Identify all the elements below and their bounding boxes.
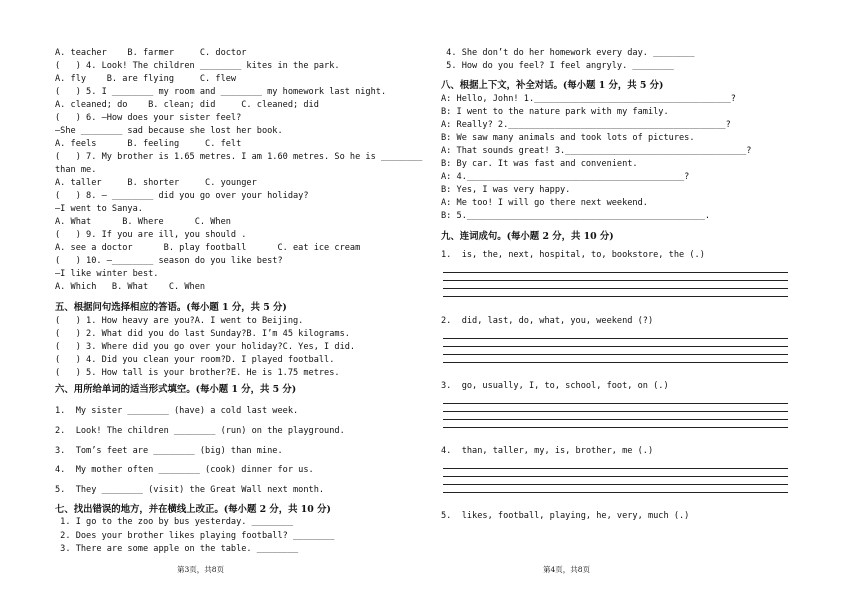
mc-question-line: ( ) 6. —How does your sister feel? <box>55 113 242 123</box>
matching-line: ( ) 2. What did you do last Sunday?B. I’m 45 kilograms. <box>55 329 350 339</box>
mc-question-line: A. feels B. feeling C. felt <box>55 139 242 149</box>
answer-rule <box>443 354 788 355</box>
sentence-item: 4. than, taller, my, is, brother, me (.) <box>441 446 654 456</box>
matching-line: ( ) 4. Did you clean your room?D. I played football. <box>55 355 335 365</box>
matching-line: ( ) 3. Where did you go over your holiday?C. Yes, I did. <box>55 342 356 352</box>
fill-in-line: 2. Look! The children ________ (run) on the playground. <box>55 426 345 436</box>
sentence-item: 1. is, the, next, hospital, to, bookstore, the (.) <box>441 250 705 260</box>
dialogue-line: A: Hello, John! 1.______________________________________? <box>441 94 736 104</box>
answer-rule <box>443 362 788 363</box>
mc-question-line: A. taller B. shorter C. younger <box>55 178 257 188</box>
mc-question-line: A. What B. Where C. When <box>55 217 231 227</box>
mc-question-line: ( ) 10. —________ season do you like best? <box>55 256 283 266</box>
mc-question-line: than me. <box>55 165 97 175</box>
mc-question-line: A. see a doctor B. play football C. eat ice cream <box>55 243 361 253</box>
answer-rule <box>443 338 788 339</box>
matching-line: ( ) 1. How heavy are you?A. I went to Beijing. <box>55 316 304 326</box>
dialogue-line: B: We saw many animals and took lots of pictures. <box>441 133 695 143</box>
mc-question-line: ( ) 8. — ________ did you go over your holiday? <box>55 191 309 201</box>
error-correction-line: 5. How do you feel? I feel angryly. ________ <box>441 61 674 71</box>
mc-question-line: —I like winter best. <box>55 269 159 279</box>
mc-question-line: ( ) 9. If you are ill, you should . <box>55 230 247 240</box>
error-correction-line: 1. I go to the zoo by bus yesterday. ________ <box>55 517 293 527</box>
dialogue-line: B: 5.______________________________________________. <box>441 211 711 221</box>
section-5-title: 五、根据问句选择相应的答语。(每小题 1 分，共 5 分) <box>55 302 287 313</box>
dialogue-line: A: Really? 2.__________________________________________? <box>441 120 731 130</box>
dialogue-line: A: 4.__________________________________________? <box>441 172 690 182</box>
section-6-title: 六、用所给单词的适当形式填空。(每小题 1 分，共 5 分) <box>55 384 297 395</box>
answer-rule <box>443 484 788 485</box>
mc-question-line: ( ) 4. Look! The children ________ kites in the park. <box>55 61 340 71</box>
mc-question-line: —She ________ sad because she lost her book. <box>55 126 283 136</box>
section-9-title: 九、连词成句。(每小题 2 分，共 10 分) <box>441 231 614 242</box>
fill-in-line: 5. They ________ (visit) the Great Wall next month. <box>55 485 325 495</box>
answer-rule <box>443 346 788 347</box>
answer-rule <box>443 427 788 428</box>
answer-rule <box>443 272 788 273</box>
dialogue-line: B: I went to the nature park with my family. <box>441 107 669 117</box>
answer-rule <box>443 288 788 289</box>
fill-in-line: 3. Tom’s feet are ________ (big) than mine. <box>55 446 283 456</box>
sentence-item: 3. go, usually, I, to, school, foot, on (.) <box>441 381 669 391</box>
dialogue-line: A: That sounds great! 3.___________________________________? <box>441 146 752 156</box>
section-7-title: 七、找出错误的地方，并在横线上改正。(每小题 2 分，共 10 分) <box>55 504 331 515</box>
page-number: 第4页，共8页 <box>543 565 591 574</box>
mc-question-line: —I went to Sanya. <box>55 204 143 214</box>
matching-line: ( ) 5. How tall is your brother?E. He is 1.75 metres. <box>55 368 340 378</box>
error-correction-line: 2. Does your brother likes playing football? ________ <box>55 531 335 541</box>
section-8-title: 八、根据上下文，补全对话。(每小题 1 分，共 5 分) <box>441 80 664 91</box>
dialogue-line: A: Me too! I will go there next weekend. <box>441 198 648 208</box>
mc-question-line: A. teacher B. farmer C. doctor <box>55 48 247 58</box>
answer-rule <box>443 419 788 420</box>
answer-rule <box>443 476 788 477</box>
dialogue-line: B: By car. It was fast and convenient. <box>441 159 638 169</box>
fill-in-line: 1. My sister ________ (have) a cold last week. <box>55 406 299 416</box>
fill-in-line: 4. My mother often ________ (cook) dinner for us. <box>55 465 314 475</box>
mc-question-line: A. fly B. are flying C. flew <box>55 74 237 84</box>
answer-rule <box>443 468 788 469</box>
answer-rule <box>443 492 788 493</box>
mc-question-line: ( ) 7. My brother is 1.65 metres. I am 1.60 metres. So he is ________ <box>55 152 423 162</box>
answer-rule <box>443 296 788 297</box>
answer-rule <box>443 403 788 404</box>
mc-question-line: A. Which B. What C. When <box>55 282 206 292</box>
answer-rule <box>443 411 788 412</box>
mc-question-line: ( ) 5. I ________ my room and ________ my homework last night. <box>55 87 387 97</box>
mc-question-line: A. cleaned; do B. clean; did C. cleaned; did <box>55 100 319 110</box>
sentence-item: 5. likes, football, playing, he, very, much (.) <box>441 511 690 521</box>
sentence-item: 2. did, last, do, what, you, weekend (?) <box>441 316 654 326</box>
error-correction-line: 4. She don’t do her homework every day. ________ <box>441 48 695 58</box>
dialogue-line: B: Yes, I was very happy. <box>441 185 571 195</box>
answer-rule <box>443 280 788 281</box>
error-correction-line: 3. There are some apple on the table. ________ <box>55 544 299 554</box>
page-number: 第3页，共8页 <box>177 565 225 574</box>
